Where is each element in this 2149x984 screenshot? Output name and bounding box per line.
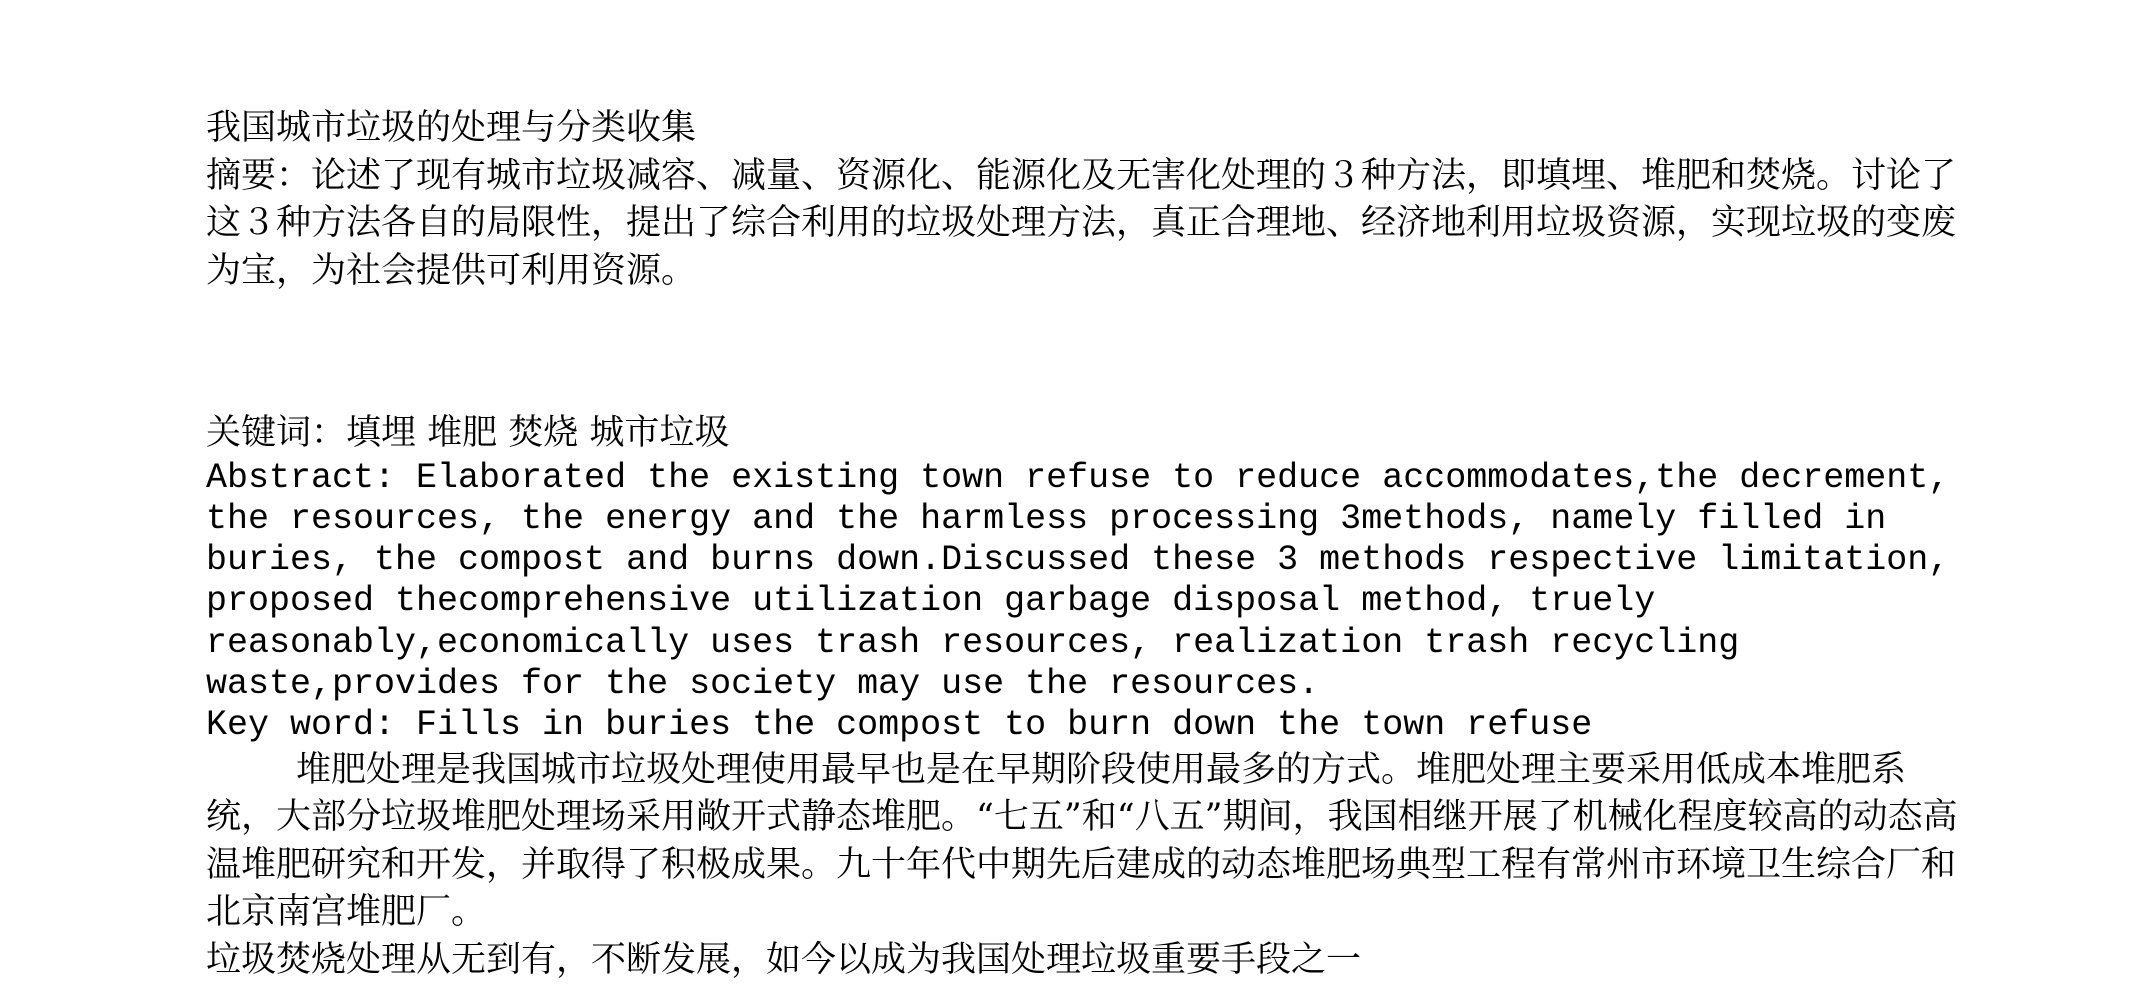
abstract-chinese: 摘要：论述了现有城市垃圾减容、减量、资源化、能源化及无害化处理的３种方法，即填埋、堆肥和焚烧。讨论了这３种方法各自的局限性，提出了综合利用的垃圾处理方法，真正合理地、经济地利用垃圾资源，实现垃圾的变废为宝，为社会提供可利用资源。 xyxy=(206,155,1957,291)
keywords-english: Key word: Fills in buries the compost to burn down the town refuse xyxy=(206,705,1593,746)
body-paragraph-incineration: 垃圾焚烧处理从无到有，不断发展，如今以成为我国处理垃圾重要手段之一 xyxy=(206,939,1362,980)
abstract-english: Abstract: Elaborated the existing town refuse to reduce accommodates,the decrement, the resources, the energy and the harmless processing 3methods, namely filled in buries, the compost and burns down.Discussed these 3 methods respective limitation, proposed thecomprehensive utilization garbage disposal method, truely reasonably,economically uses trash resources, realization trash recycling waste,provides for the society may use the resources. xyxy=(206,457,1971,704)
document-title: 我国城市垃圾的处理与分类收集 xyxy=(206,108,697,148)
document-page xyxy=(206,105,1971,984)
body-paragraph-composting: 堆肥处理是我国城市垃圾处理使用最早也是在早期阶段使用最多的方式。堆肥处理主要采用低成本堆肥系统，大部分垃圾堆肥处理场采用敞开式静态堆肥。“七五”和“八五”期间，我国相继开展了机械化程度较高的动态高温堆肥研究和开发，并取得了积极成果。九十年代中期先后建成的动态堆肥场典型工程有常州市环境卫生综合厂和北京南宫堆肥厂。 xyxy=(206,749,1958,933)
section-spacer xyxy=(206,295,1966,410)
keywords-chinese: 关键词：填埋 堆肥 焚烧 城市垃圾 xyxy=(206,413,730,453)
